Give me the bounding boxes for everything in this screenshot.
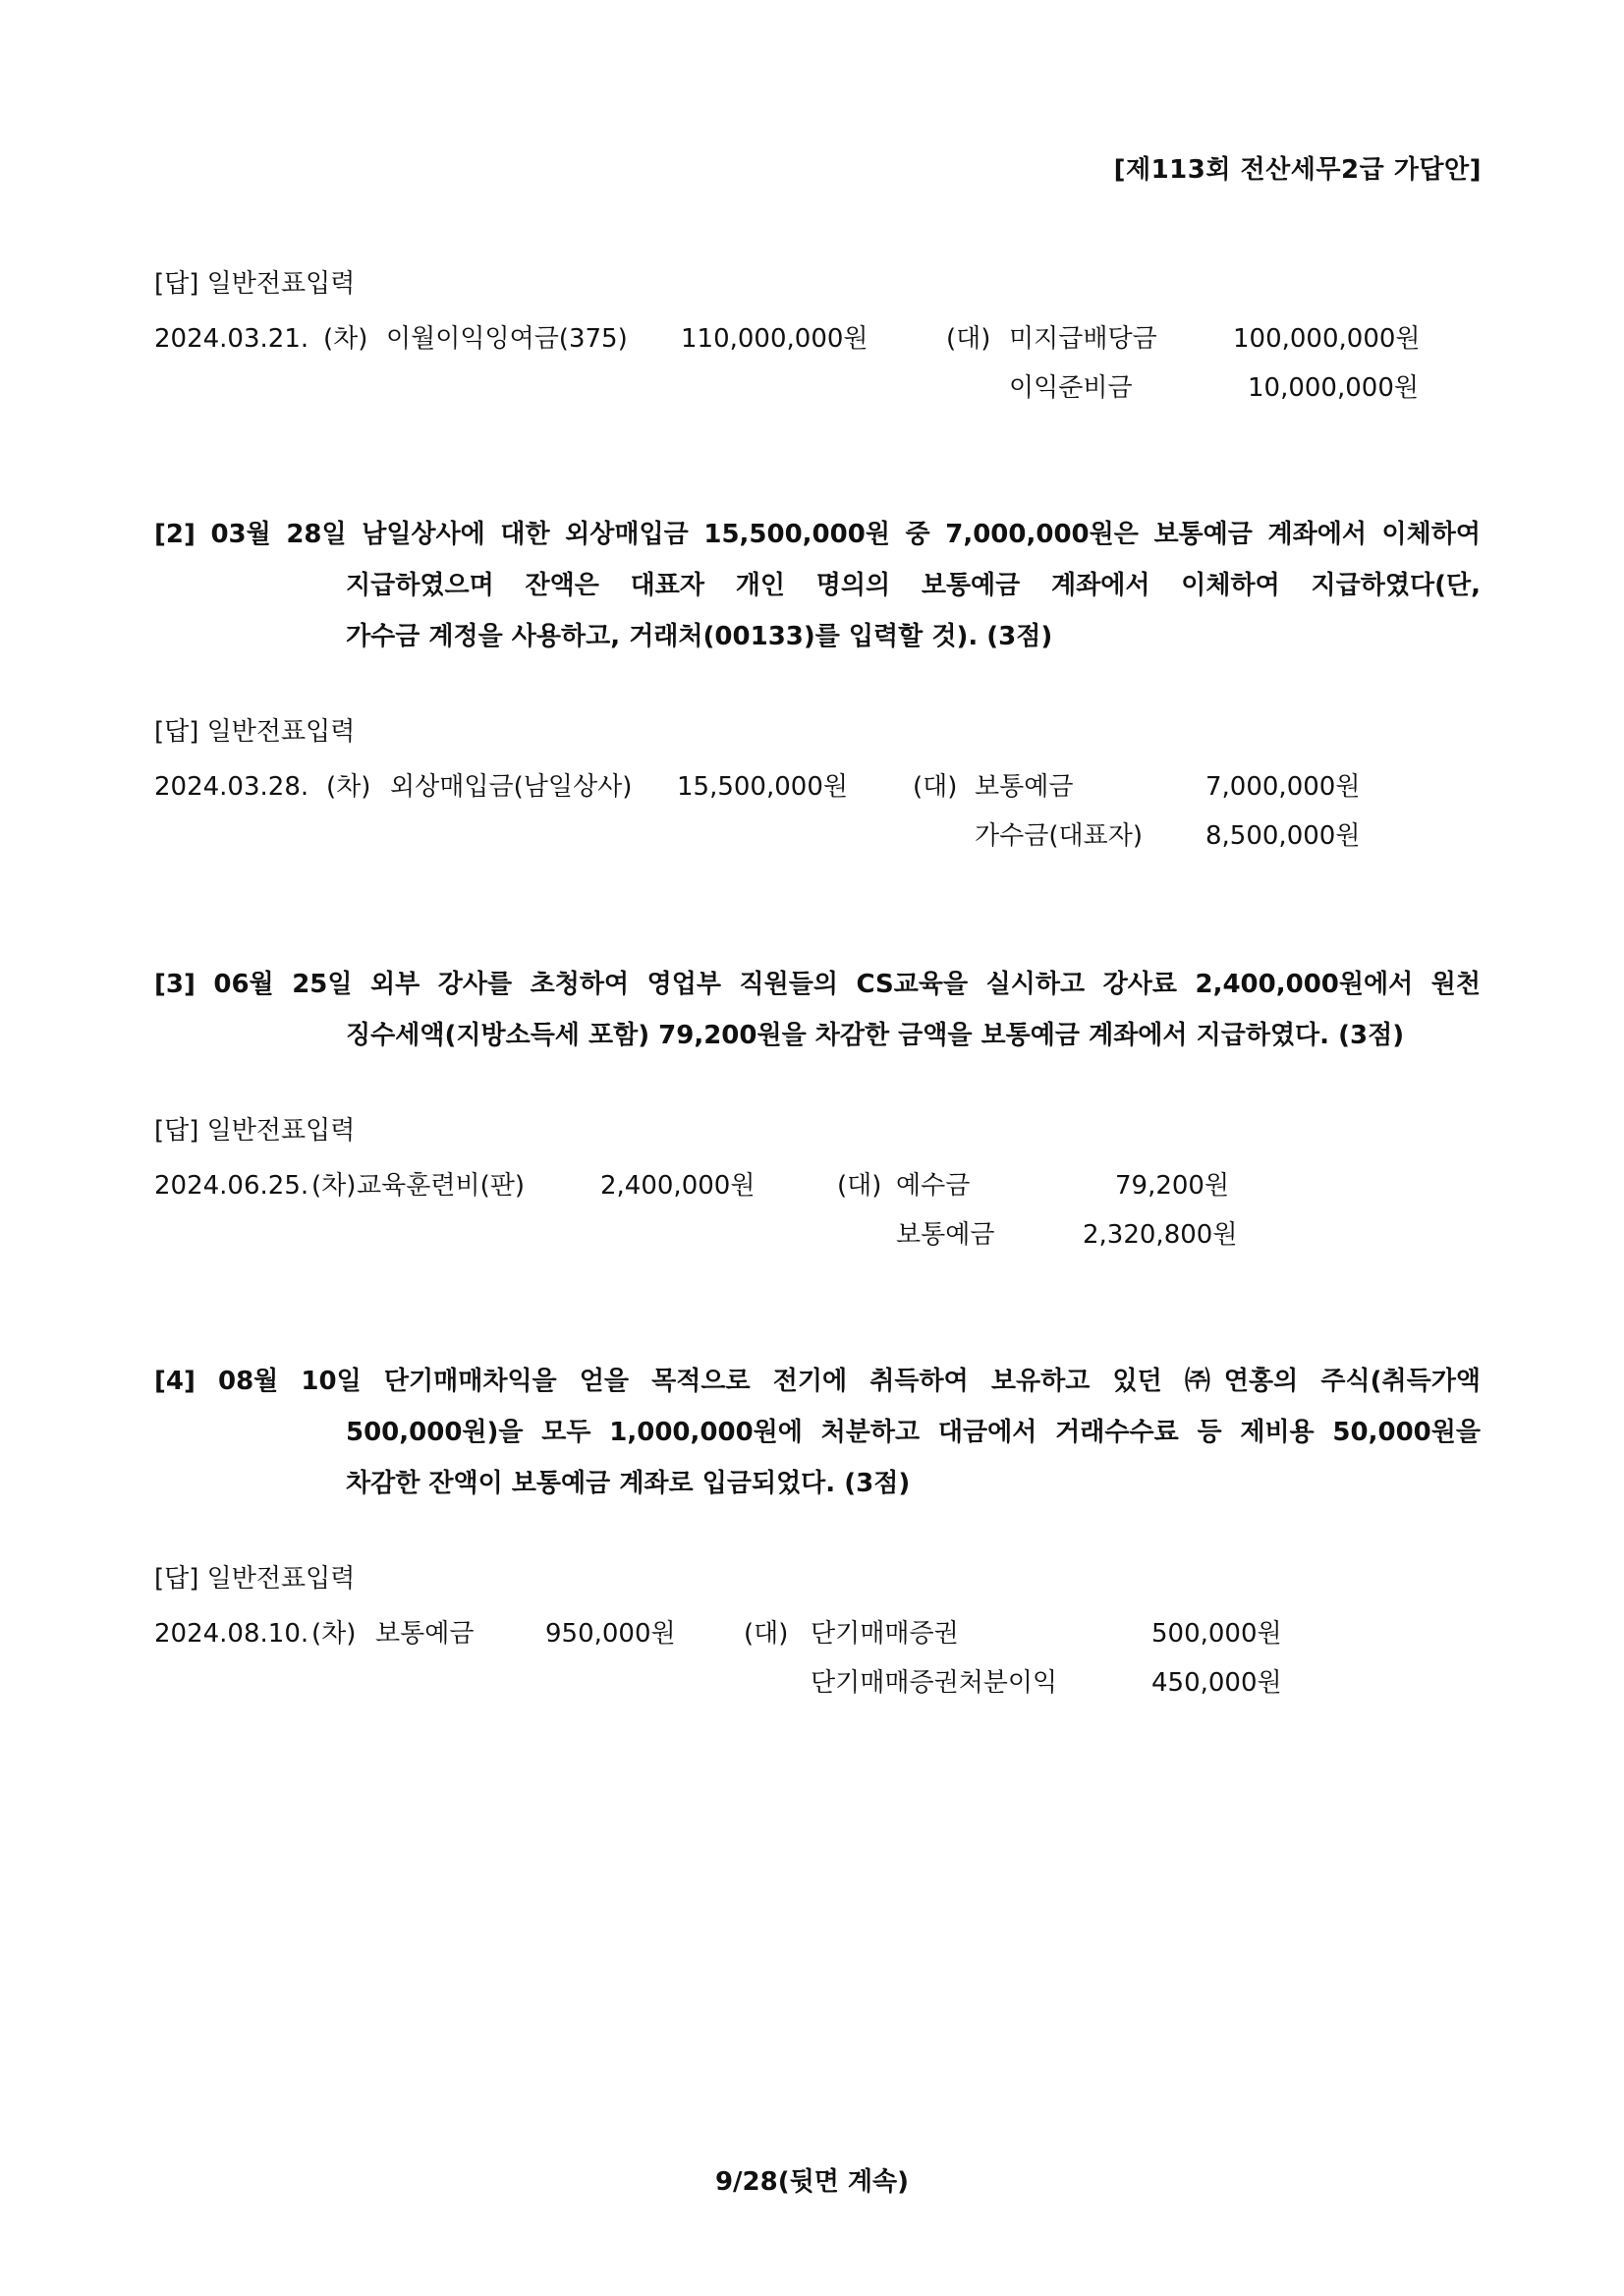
entry-date: 2024.03.21. <box>154 324 309 354</box>
credit-amount: 2,320,800원 <box>1083 1220 1238 1250</box>
credit-amount: 79,200원 <box>1115 1171 1230 1201</box>
question-line: [3] 06월 25일 외부 강사를 초청하여 영업부 직원들의 CS교육을 실시하고 강사료 2,400,000원에서 원천 <box>154 970 1481 999</box>
debit-mark: (차) <box>326 772 371 802</box>
credit-row <box>154 364 1431 413</box>
debit-mark: (차) <box>323 324 368 354</box>
page-number: 9/28(뒷면 계속) <box>714 2167 910 2197</box>
credit-row <box>154 1210 1431 1260</box>
debit-account: 외상매입금(남일상사) <box>390 772 633 802</box>
debit-row <box>154 314 1431 364</box>
entry-date: 2024.03.28. <box>154 772 309 802</box>
credit-account: 예수금 <box>896 1171 971 1201</box>
credit-row <box>154 1658 1431 1708</box>
question-2 <box>154 509 1481 662</box>
debit-row <box>154 1609 1431 1658</box>
credit-account: 단기매매증권 <box>811 1619 959 1649</box>
question-3 <box>154 959 1481 1061</box>
debit-amount: 950,000원 <box>545 1619 676 1649</box>
entry-date: 2024.08.10. <box>154 1619 309 1649</box>
journal-entry-1 <box>154 267 1431 413</box>
question-line: 지급하였으며 잔액은 대표자 개인 명의의 보통예금 계좌에서 이체하여 지급하였다(단, <box>346 571 1481 600</box>
credit-amount: 8,500,000원 <box>1205 821 1361 851</box>
answer-label: [답] 일반전표입력 <box>154 1116 356 1146</box>
exam-title: [제113회 전산세무2급 가답안] <box>1113 155 1482 185</box>
debit-mark: (차) <box>311 1171 357 1201</box>
answer-label: [답] 일반전표입력 <box>154 717 356 747</box>
credit-amount: 10,000,000원 <box>1248 373 1419 403</box>
credit-amount: 450,000원 <box>1151 1668 1282 1698</box>
question-line: 징수세액(지방소득세 포함) 79,200원을 차감한 금액을 보통예금 계좌에서 지급하였다. (3점) <box>346 1021 1405 1050</box>
question-line: [2] 03월 28일 남일상사에 대한 외상매입금 15,500,000원 중 7,000,000원은 보통예금 계좌에서 이체하여 <box>154 520 1481 549</box>
question-4 <box>154 1356 1481 1509</box>
credit-amount: 7,000,000원 <box>1205 772 1361 802</box>
journal-entry-4 <box>154 1562 1431 1708</box>
debit-mark: (차) <box>311 1619 357 1649</box>
credit-mark: (대) <box>946 324 991 354</box>
credit-account: 보통예금 <box>975 772 1074 802</box>
question-line: 차감한 잔액이 보통예금 계좌로 입금되었다. (3점) <box>346 1469 911 1498</box>
credit-account: 보통예금 <box>896 1220 995 1250</box>
credit-account: 단기매매증권처분이익 <box>811 1668 1058 1698</box>
credit-account: 미지급배당금 <box>1009 324 1157 354</box>
credit-amount: 100,000,000원 <box>1233 324 1421 354</box>
debit-account: 보통예금 <box>375 1619 475 1649</box>
credit-mark: (대) <box>744 1619 789 1649</box>
journal-entry-3 <box>154 1114 1431 1260</box>
debit-amount: 110,000,000원 <box>681 324 868 354</box>
entry-date: 2024.06.25. <box>154 1171 309 1201</box>
credit-mark: (대) <box>913 772 958 802</box>
answer-label: [답] 일반전표입력 <box>154 269 356 299</box>
credit-account: 가수금(대표자) <box>975 821 1143 851</box>
debit-row <box>154 762 1431 812</box>
debit-account: 교육훈련비(판) <box>357 1171 525 1201</box>
debit-amount: 15,500,000원 <box>677 772 848 802</box>
credit-mark: (대) <box>837 1171 882 1201</box>
credit-account: 이익준비금 <box>1009 373 1133 403</box>
journal-entry-2 <box>154 715 1431 861</box>
debit-amount: 2,400,000원 <box>600 1171 756 1201</box>
question-line: 가수금 계정을 사용하고, 거래처(00133)를 입력할 것). (3점) <box>346 622 1053 651</box>
debit-account: 이월이익잉여금(375) <box>386 324 628 354</box>
credit-amount: 500,000원 <box>1151 1619 1282 1649</box>
answer-label: [답] 일반전표입력 <box>154 1564 356 1594</box>
debit-row <box>154 1161 1431 1210</box>
credit-row <box>154 812 1431 861</box>
question-line: [4] 08월 10일 단기매매차익을 얻을 목적으로 전기에 취득하여 보유하고 있던 ㈜연홍의 주식(취득가액 <box>154 1367 1481 1396</box>
question-line: 500,000원)을 모두 1,000,000원에 처분하고 대금에서 거래수수료 등 제비용 50,000원을 <box>346 1418 1481 1447</box>
